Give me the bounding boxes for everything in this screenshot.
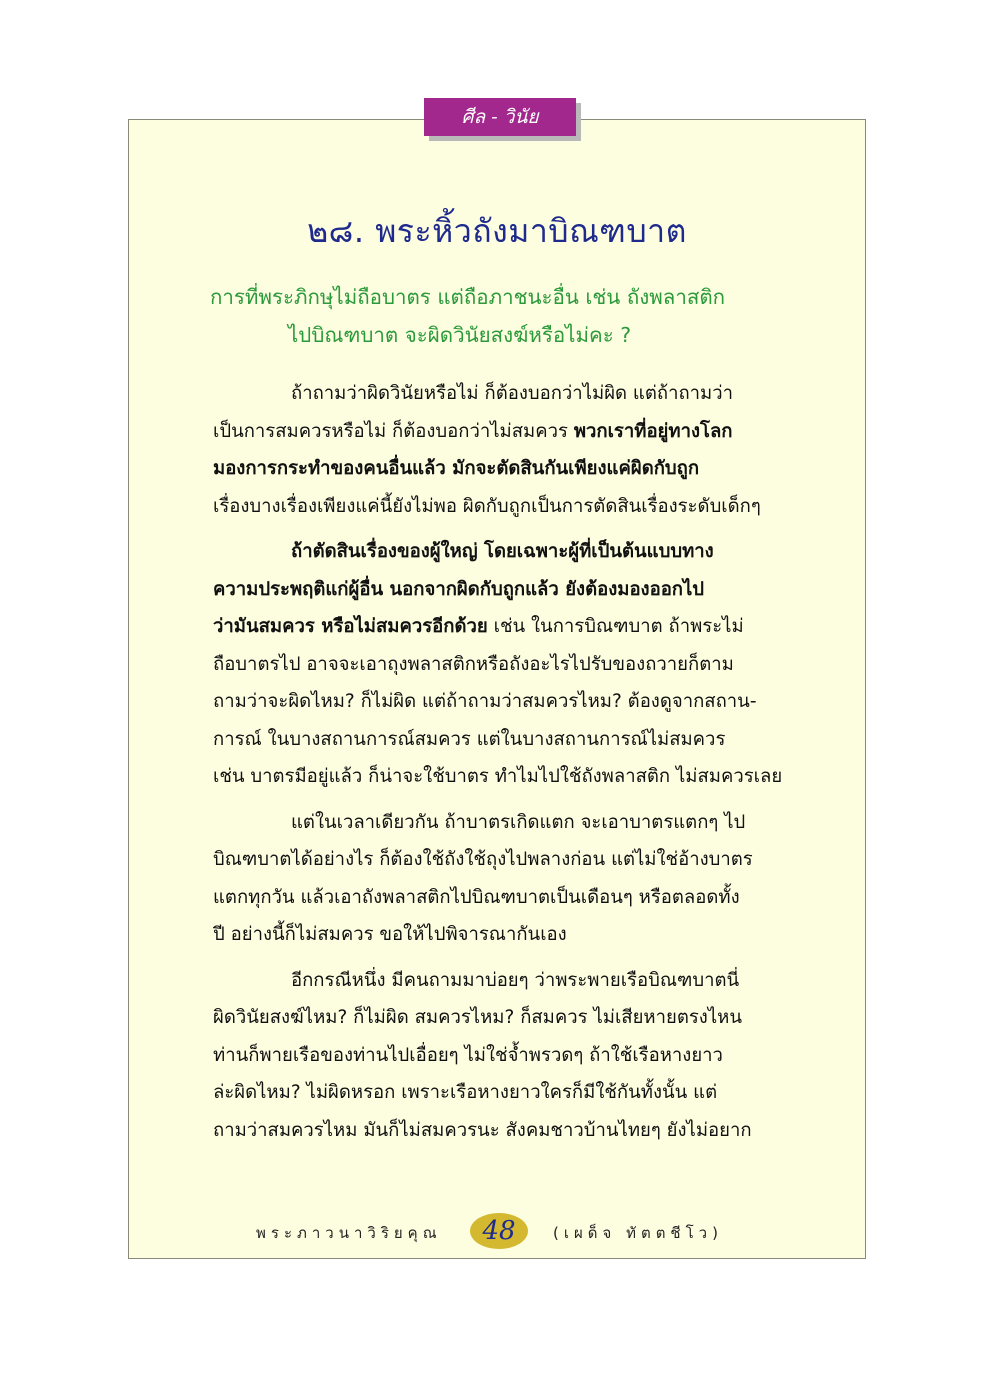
body-line: ปี อย่างนี้ก็ไม่สมควร ขอให้ไปพิจารณากันเอง [213,924,567,945]
body-line: การณ์ ในบางสถานการณ์สมควร แต่ในบางสถานการณ์ไม่สมควร [213,728,726,750]
paragraph-3 [213,804,791,954]
section-tab-label: ศีล - วินัย [461,106,539,128]
body-text-run: เช่น ในการบิณฑบาต ถ้าพระไม่ [487,616,744,637]
article-title: ๒๘. พระหิ้วถังมาบิณฑบาต [307,212,687,250]
section-tab [424,98,576,136]
body-text-run: เป็นการสมควรหรือไม่ ก็ต้องบอกว่าไม่สมควร [213,420,574,442]
paragraph-2 [213,533,791,796]
body-line: แต่ในเวลาเดียวกัน ถ้าบาตรเกิดแตก จะเอาบาตรแตกๆ ไป [291,811,746,833]
body-line: ท่านก็พายเรือของท่านไปเอื่อยๆ ไม่ใช่จ้ำพรวดๆ ถ้าใช้เรือหางยาว [213,1044,723,1066]
body-line: อีกกรณีหนึ่ง มีคนถามมาบ่อยๆ ว่าพระพายเรือบิณฑบาตนี่ [291,969,740,991]
footer-author: (เผด็จ ทัตตชีโว) [553,1224,723,1242]
question-line: ไปบิณฑบาต จะผิดวินัยสงฆ์หรือไม่คะ ? [288,323,632,347]
footer-book-title: พระภาวนาวิริยคุณ [256,1224,442,1242]
paragraph-1 [213,375,791,525]
body-line: ถ้าตัดสินเรื่องของผู้ใหญ่ โดยเฉพาะผู้ที่เป็นต้นแบบทาง [291,541,714,562]
body-line [213,608,791,646]
body-line: ถามว่าสมควรไหม มันก็ไม่สมควรนะ สังคมชาวบ้านไทยๆ ยังไม่อยาก [213,1119,752,1141]
page-number-badge [470,1213,528,1249]
question-block [210,278,802,354]
body-line: ถามว่าจะผิดไหม? ก็ไม่ผิด แต่ถ้าถามว่าสมควรไหม? ต้องดูจากสถาน- [213,691,757,712]
body-line: มองการกระทำของคนอื่นแล้ว มักจะตัดสินกันเพียงแค่ผิดกับถูก [213,458,700,479]
body-line: แตกทุกวัน แล้วเอาถังพลาสติกไปบิณฑบาตเป็นเดือนๆ หรือตลอดทั้ง [213,886,740,908]
body-line: เช่น บาตรมีอยู่แล้ว ก็น่าจะใช้บาตร ทำไมไปใช้ถังพลาสติก ไม่สมควรเลย [213,766,783,787]
body-line: ถ้าถามว่าผิดวินัยหรือไม่ ก็ต้องบอกว่าไม่ผิด แต่ถ้าถามว่า [291,383,734,404]
body-line: ผิดวินัยสงฆ์ไหม? ก็ไม่ผิด สมควรไหม? ก็สมควร ไม่เสียหายตรงไหน [213,1007,742,1028]
body-bold-run: ว่ามันสมควร หรือไม่สมควรอีกด้วย [213,616,488,637]
question-line: การที่พระภิกษุไม่ถือบาตร แต่ถือภาชนะอื่น เช่น ถังพลาสติก [210,285,726,309]
page-footer [128,1211,866,1251]
article-body [213,375,791,1157]
page-number: 48 [482,1216,516,1246]
body-line: เรื่องบางเรื่องเพียงแค่นี้ยังไม่พอ ผิดกับถูกเป็นการตัดสินเรื่องระดับเด็กๆ [213,495,761,517]
body-line [213,413,791,451]
body-bold-run: พวกเราที่อยู่ทางโลก [573,420,733,442]
body-line: ล่ะผิดไหม? ไม่ผิดหรอก เพราะเรือหางยาวใครก็มีใช้กันทั้งนั้น แต่ [213,1082,718,1103]
body-line: ความประพฤติแก่ผู้อื่น นอกจากผิดกับถูกแล้ว ยังต้องมองออกไป [213,578,705,600]
body-line: ถือบาตรไป อาจจะเอาถุงพลาสติกหรือถังอะไรไปรับของถวายก็ตาม [213,653,734,675]
body-line: บิณฑบาตได้อย่างไร ก็ต้องใช้ถังใช้ถุงไปพลางก่อน แต่ไม่ใช่อ้างบาตร [213,849,753,870]
paragraph-4 [213,962,791,1150]
